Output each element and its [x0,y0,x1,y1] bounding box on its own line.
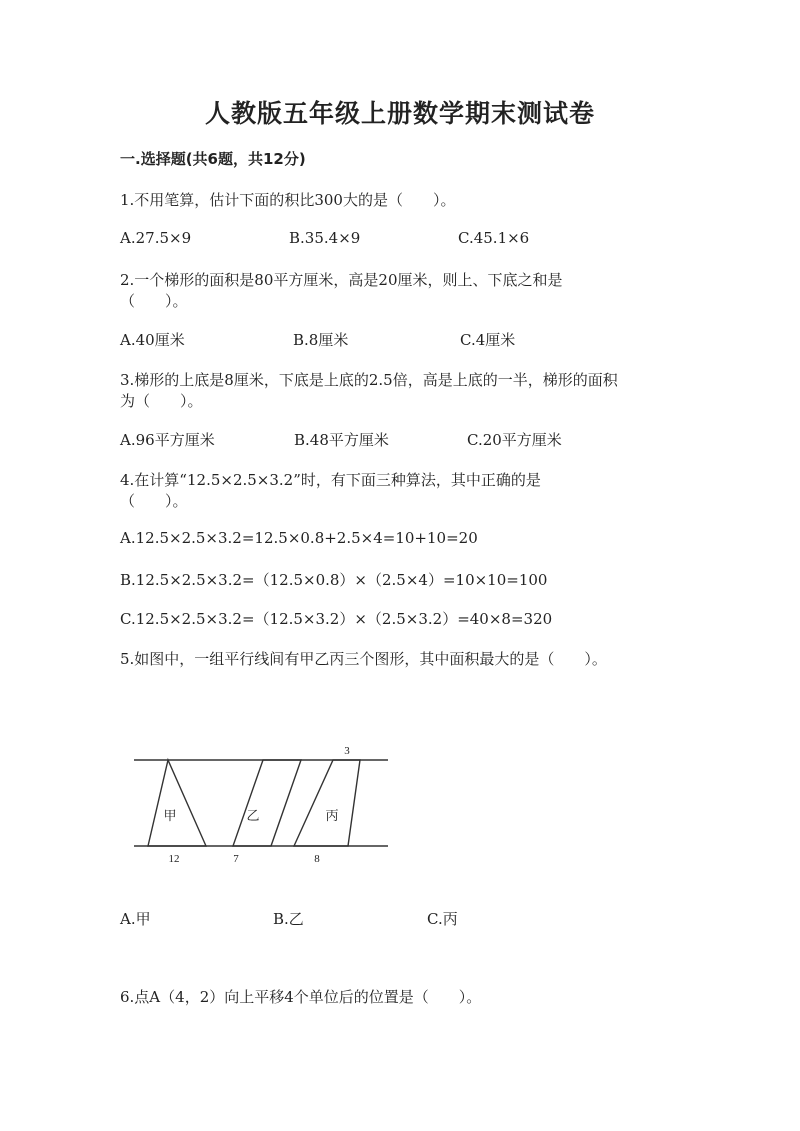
bottom-length-label-yi: 7 [233,853,239,865]
question-1-option-c[interactable]: C.45.1×6 [458,229,530,247]
question-4-stem-line-1: 4.在计算“12.5×2.5×3.2”时，有下面三种算法，其中正确的是 [120,471,541,489]
shape-label-jia: 甲 [163,808,177,823]
question-5-option-b[interactable]: B.乙 [273,910,304,928]
question-5-stem: 5.如图中，一组平行线间有甲乙丙三个图形，其中面积最大的是（ ）。 [120,650,607,668]
shape-label-bing: 丙 [325,808,339,823]
question-4-stem-line-2: （ ）。 [120,492,188,510]
question-3-option-b[interactable]: B.48平方厘米 [294,431,389,449]
page-title: 人教版五年级上册数学期末测试卷 [204,99,595,128]
question-2-option-b[interactable]: B.8厘米 [293,331,349,349]
section-heading: 一.选择题(共6题，共12分) [120,150,306,168]
question-3-option-c[interactable]: C.20平方厘米 [467,431,562,449]
question-3-option-a[interactable]: A.96平方厘米 [120,431,215,449]
parallelogram-yi [233,760,301,846]
question-2-stem-line-1: 2.一个梯形的面积是80平方厘米，高是20厘米，则上、下底之和是 [120,271,563,289]
top-length-label: 3 [344,745,350,757]
bottom-length-label-bing: 8 [314,853,320,865]
question-6-stem: 6.点A（4，2）向上平移4个单位后的位置是（ ）。 [120,988,482,1006]
question-2-option-c[interactable]: C.4厘米 [460,331,516,349]
question-5-option-c[interactable]: C.丙 [427,910,458,928]
question-4-option-c[interactable]: C.12.5×2.5×3.2=（12.5×3.2）×（2.5×3.2）=40×8=320 [120,610,553,628]
shape-label-yi: 乙 [246,808,260,823]
question-4-option-a[interactable]: A.12.5×2.5×3.2=12.5×0.8+2.5×4=10+10=20 [120,529,478,547]
question-3-stem-line-1: 3.梯形的上底是8厘米，下底是上底的2.5倍，高是上底的一半，梯形的面积 [120,371,618,389]
question-3-stem-line-2: 为（ ）。 [120,392,203,410]
parallel-lines-figure [120,740,400,870]
question-1-stem: 1.不用笔算，估计下面的积比300大的是（ ）。 [120,191,456,209]
question-1-option-b[interactable]: B.35.4×9 [289,229,361,247]
triangle-jia [148,760,206,846]
question-2-stem-line-2: （ ）。 [120,292,188,310]
question-4-option-b[interactable]: B.12.5×2.5×3.2=（12.5×0.8）×（2.5×4）=10×10=100 [120,571,548,589]
question-1-option-a[interactable]: A.27.5×9 [120,229,192,247]
trapezoid-bing [294,760,360,846]
question-2-option-a[interactable]: A.40厘米 [120,331,185,349]
bottom-length-label-jia: 12 [168,853,180,865]
question-5-option-a[interactable]: A.甲 [120,910,151,928]
